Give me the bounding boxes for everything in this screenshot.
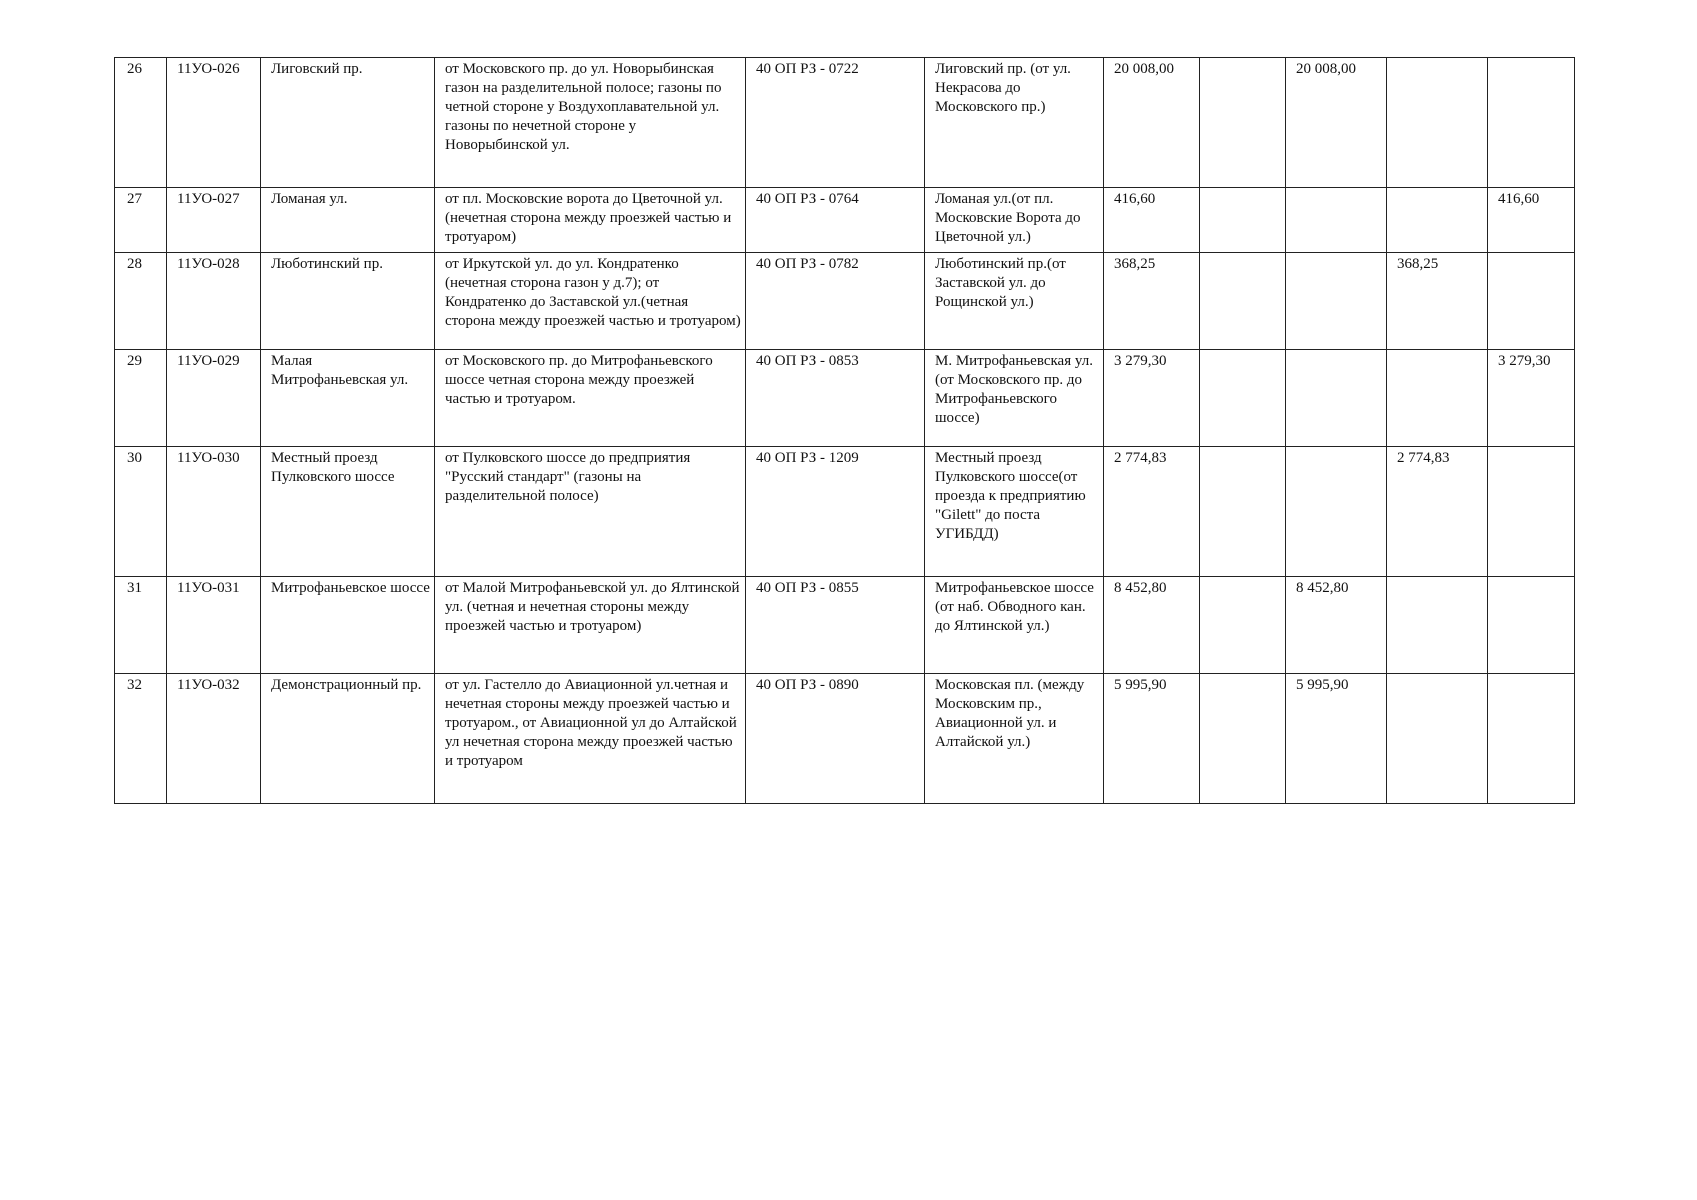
cell-road-name: Лиговский пр. (от ул. Некрасова до Московского пр.) bbox=[925, 58, 1104, 188]
cell-total: 20 008,00 bbox=[1104, 58, 1200, 188]
cell-road-id: 40 ОП РЗ - 1209 bbox=[746, 447, 925, 577]
cell-col-c: 368,25 bbox=[1387, 253, 1488, 350]
cell-total: 2 774,83 bbox=[1104, 447, 1200, 577]
cell-code: 11УО-031 bbox=[167, 577, 261, 674]
table-row bbox=[115, 188, 1575, 253]
cell-col-c bbox=[1387, 58, 1488, 188]
cell-col-a bbox=[1200, 577, 1286, 674]
cell-col-d bbox=[1488, 253, 1575, 350]
cell-col-c bbox=[1387, 577, 1488, 674]
cell-description: от Пулковского шоссе до предприятия "Русский стандарт" (газоны на разделительной полосе) bbox=[435, 447, 746, 577]
table-row bbox=[115, 58, 1575, 188]
cell-col-c bbox=[1387, 188, 1488, 253]
cell-description: от Малой Митрофаньевской ул. до Ялтинской ул. (четная и нечетная стороны между проезжей частью и тротуаром) bbox=[435, 577, 746, 674]
cell-road-id: 40 ОП РЗ - 0855 bbox=[746, 577, 925, 674]
table-row bbox=[115, 674, 1575, 804]
cell-code: 11УО-028 bbox=[167, 253, 261, 350]
cell-street-name: Лиговский пр. bbox=[261, 58, 435, 188]
cell-col-a bbox=[1200, 253, 1286, 350]
cell-road-name: М. Митрофаньевская ул. (от Московского пр. до Митрофаньевского шоссе) bbox=[925, 350, 1104, 447]
cell-number: 29 bbox=[115, 350, 167, 447]
cell-total: 416,60 bbox=[1104, 188, 1200, 253]
cell-col-b: 5 995,90 bbox=[1286, 674, 1387, 804]
cell-col-c bbox=[1387, 350, 1488, 447]
cell-description: от Московского пр. до Митрофаньевского шоссе четная сторона между проезжей частью и тротуаром. bbox=[435, 350, 746, 447]
cell-code: 11УО-026 bbox=[167, 58, 261, 188]
cell-col-a bbox=[1200, 447, 1286, 577]
cell-street-name: Митрофаньевское шоссе bbox=[261, 577, 435, 674]
cell-description: от Московского пр. до ул. Новорыбинская газон на разделительной полосе; газоны по четной стороне у Воздухоплавательной ул. газоны по нечетной стороне у Новорыбинской ул. bbox=[435, 58, 746, 188]
cell-total: 5 995,90 bbox=[1104, 674, 1200, 804]
cell-code: 11УО-030 bbox=[167, 447, 261, 577]
cell-road-id: 40 ОП РЗ - 0722 bbox=[746, 58, 925, 188]
cell-road-id: 40 ОП РЗ - 0890 bbox=[746, 674, 925, 804]
cell-street-name: Демонстрационный пр. bbox=[261, 674, 435, 804]
cell-code: 11УО-032 bbox=[167, 674, 261, 804]
cell-road-name: Люботинский пр.(от Заставской ул. до Рощинской ул.) bbox=[925, 253, 1104, 350]
cell-col-b: 20 008,00 bbox=[1286, 58, 1387, 188]
cell-code: 11УО-027 bbox=[167, 188, 261, 253]
cell-number: 26 bbox=[115, 58, 167, 188]
table-row bbox=[115, 350, 1575, 447]
cell-total: 368,25 bbox=[1104, 253, 1200, 350]
cell-col-c: 2 774,83 bbox=[1387, 447, 1488, 577]
cell-road-name: Московская пл. (между Московским пр., Авиационной ул. и Алтайской ул.) bbox=[925, 674, 1104, 804]
cell-street-name: Малая Митрофаньевская ул. bbox=[261, 350, 435, 447]
cell-number: 30 bbox=[115, 447, 167, 577]
cell-total: 8 452,80 bbox=[1104, 577, 1200, 674]
cell-number: 31 bbox=[115, 577, 167, 674]
cell-description: от Иркутской ул. до ул. Кондратенко (нечетная сторона газон у д.7); от Кондратенко до Заставской ул.(четная сторона между проезжей частью и тротуаром) bbox=[435, 253, 746, 350]
cell-description: от ул. Гастелло до Авиационной ул.четная и нечетная стороны между проезжей частью и тротуаром., от Авиационной ул до Алтайской ул нечетная сторона между проезжей частью и тротуаром bbox=[435, 674, 746, 804]
cell-road-name: Митрофаньевское шоссе (от наб. Обводного кан. до Ялтинской ул.) bbox=[925, 577, 1104, 674]
cell-col-d: 3 279,30 bbox=[1488, 350, 1575, 447]
cell-road-id: 40 ОП РЗ - 0853 bbox=[746, 350, 925, 447]
cell-col-a bbox=[1200, 350, 1286, 447]
cell-street-name: Местный проезд Пулковского шоссе bbox=[261, 447, 435, 577]
cell-col-d bbox=[1488, 58, 1575, 188]
green-areas-table bbox=[114, 57, 1575, 804]
cell-col-d bbox=[1488, 674, 1575, 804]
cell-description: от пл. Московские ворота до Цветочной ул. (нечетная сторона между проезжей частью и тротуаром) bbox=[435, 188, 746, 253]
cell-street-name: Люботинский пр. bbox=[261, 253, 435, 350]
cell-road-id: 40 ОП РЗ - 0764 bbox=[746, 188, 925, 253]
cell-col-a bbox=[1200, 674, 1286, 804]
cell-col-b: 8 452,80 bbox=[1286, 577, 1387, 674]
cell-col-b bbox=[1286, 253, 1387, 350]
cell-total: 3 279,30 bbox=[1104, 350, 1200, 447]
cell-col-b bbox=[1286, 447, 1387, 577]
cell-code: 11УО-029 bbox=[167, 350, 261, 447]
cell-col-a bbox=[1200, 58, 1286, 188]
cell-road-id: 40 ОП РЗ - 0782 bbox=[746, 253, 925, 350]
cell-number: 28 bbox=[115, 253, 167, 350]
cell-col-d bbox=[1488, 447, 1575, 577]
cell-col-c bbox=[1387, 674, 1488, 804]
cell-col-b bbox=[1286, 188, 1387, 253]
cell-col-d bbox=[1488, 577, 1575, 674]
table-row bbox=[115, 577, 1575, 674]
cell-road-name: Местный проезд Пулковского шоссе(от проезда к предприятию "Gilett" до поста УГИБДД) bbox=[925, 447, 1104, 577]
cell-number: 32 bbox=[115, 674, 167, 804]
cell-col-d: 416,60 bbox=[1488, 188, 1575, 253]
cell-col-b bbox=[1286, 350, 1387, 447]
table-row bbox=[115, 253, 1575, 350]
cell-number: 27 bbox=[115, 188, 167, 253]
cell-street-name: Ломаная ул. bbox=[261, 188, 435, 253]
cell-col-a bbox=[1200, 188, 1286, 253]
table-row bbox=[115, 447, 1575, 577]
cell-road-name: Ломаная ул.(от пл. Московские Ворота до Цветочной ул.) bbox=[925, 188, 1104, 253]
